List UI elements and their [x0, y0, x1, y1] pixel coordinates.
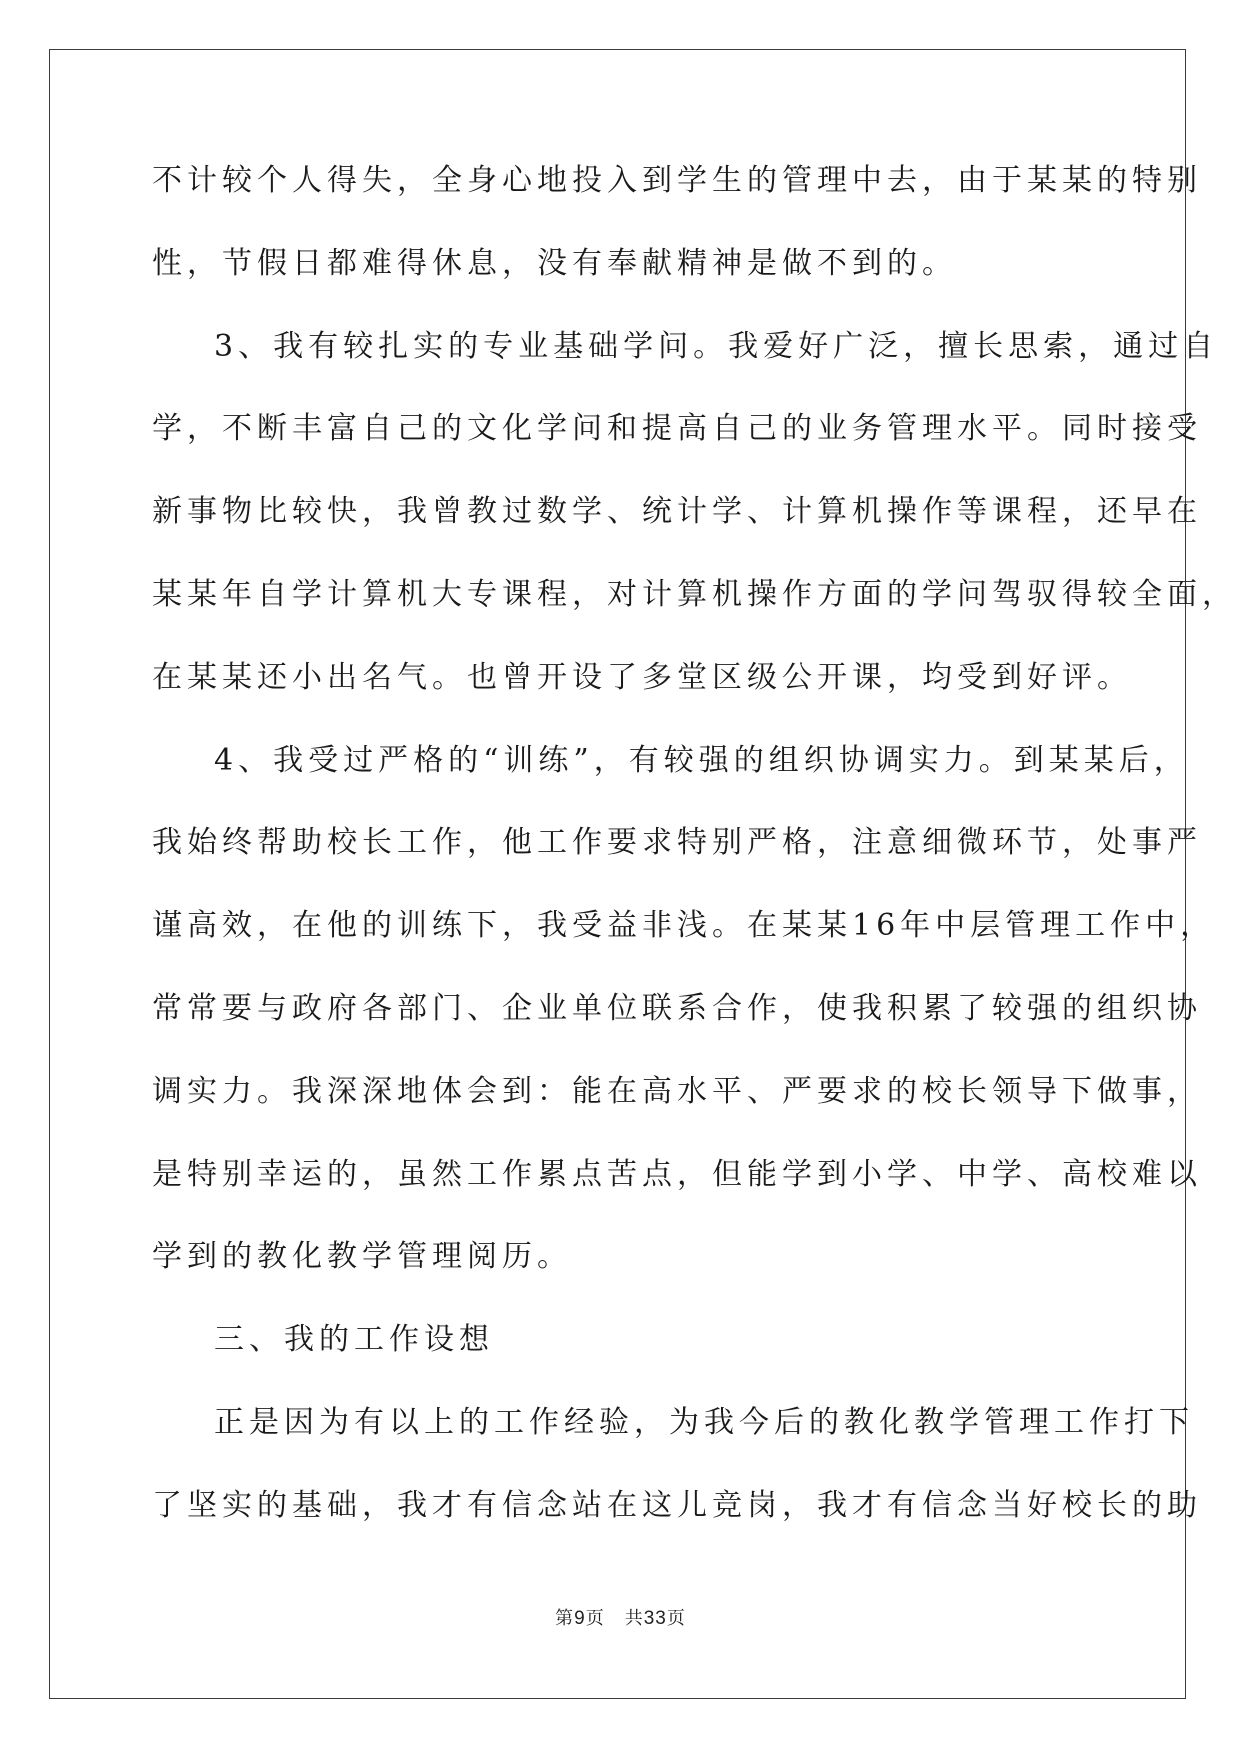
section-heading: 三、我的工作设想: [214, 1322, 494, 1358]
text-line: 了坚实的基础，我才有信念站在这儿竞岗，我才有信念当好校长的助: [152, 1487, 1202, 1523]
total-pages: 33: [643, 1608, 667, 1629]
text-line: 谨高效，在他的训练下，我受益非浅。在某某16年中层管理工作中，: [152, 908, 1216, 944]
text-line: 常常要与政府各部门、企业单位联系合作，使我积累了较强的组织协: [152, 990, 1202, 1026]
total-prefix: 共: [624, 1608, 644, 1629]
paragraph-start-line: 正是因为有以上的工作经验，为我今后的教化教学管理工作打下: [214, 1404, 1194, 1440]
text-line: 调实力。我深深地体会到：能在高水平、严要求的校长领导下做事，: [152, 1073, 1202, 1109]
page-number: 9: [574, 1608, 586, 1629]
page-prefix: 第: [555, 1608, 575, 1629]
text-line: 性，节假日都难得休息，没有奉献精神是做不到的。: [152, 245, 957, 281]
text-line: 在某某还小出名气。也曾开设了多堂区级公开课，均受到好评。: [152, 659, 1132, 695]
document-body: [152, 160, 1237, 1568]
page-footer: [0, 1604, 1241, 1630]
text-line: 不计较个人得失，全身心地投入到学生的管理中去，由于某某的特别: [152, 163, 1202, 198]
text-line: 新事物比较快，我曾教过数学、统计学、计算机操作等课程，还早在: [152, 494, 1202, 530]
text-line: 某某年自学计算机大专课程，对计算机操作方面的学问驾驭得较全面，: [152, 576, 1237, 612]
page-suffix: 页: [585, 1608, 605, 1629]
total-suffix: 页: [666, 1608, 686, 1629]
paragraph-start-line: 3、我有较扎实的专业基础学问。我爱好广泛，擅长思索，通过自: [214, 328, 1219, 364]
paragraph-start-line: 4、我受过严格的“训练”，有较强的组织协调实力。到某某后，: [214, 742, 1189, 778]
text-line: 是特别幸运的，虽然工作累点苦点，但能学到小学、中学、高校难以: [152, 1156, 1202, 1192]
text-line: 学到的教化教学管理阅历。: [152, 1239, 572, 1275]
text-line: 学，不断丰富自己的文化学问和提高自己的业务管理水平。同时接受: [152, 411, 1202, 447]
text-line: 我始终帮助校长工作，他工作要求特别严格，注意细微环节，处事严: [152, 825, 1202, 861]
